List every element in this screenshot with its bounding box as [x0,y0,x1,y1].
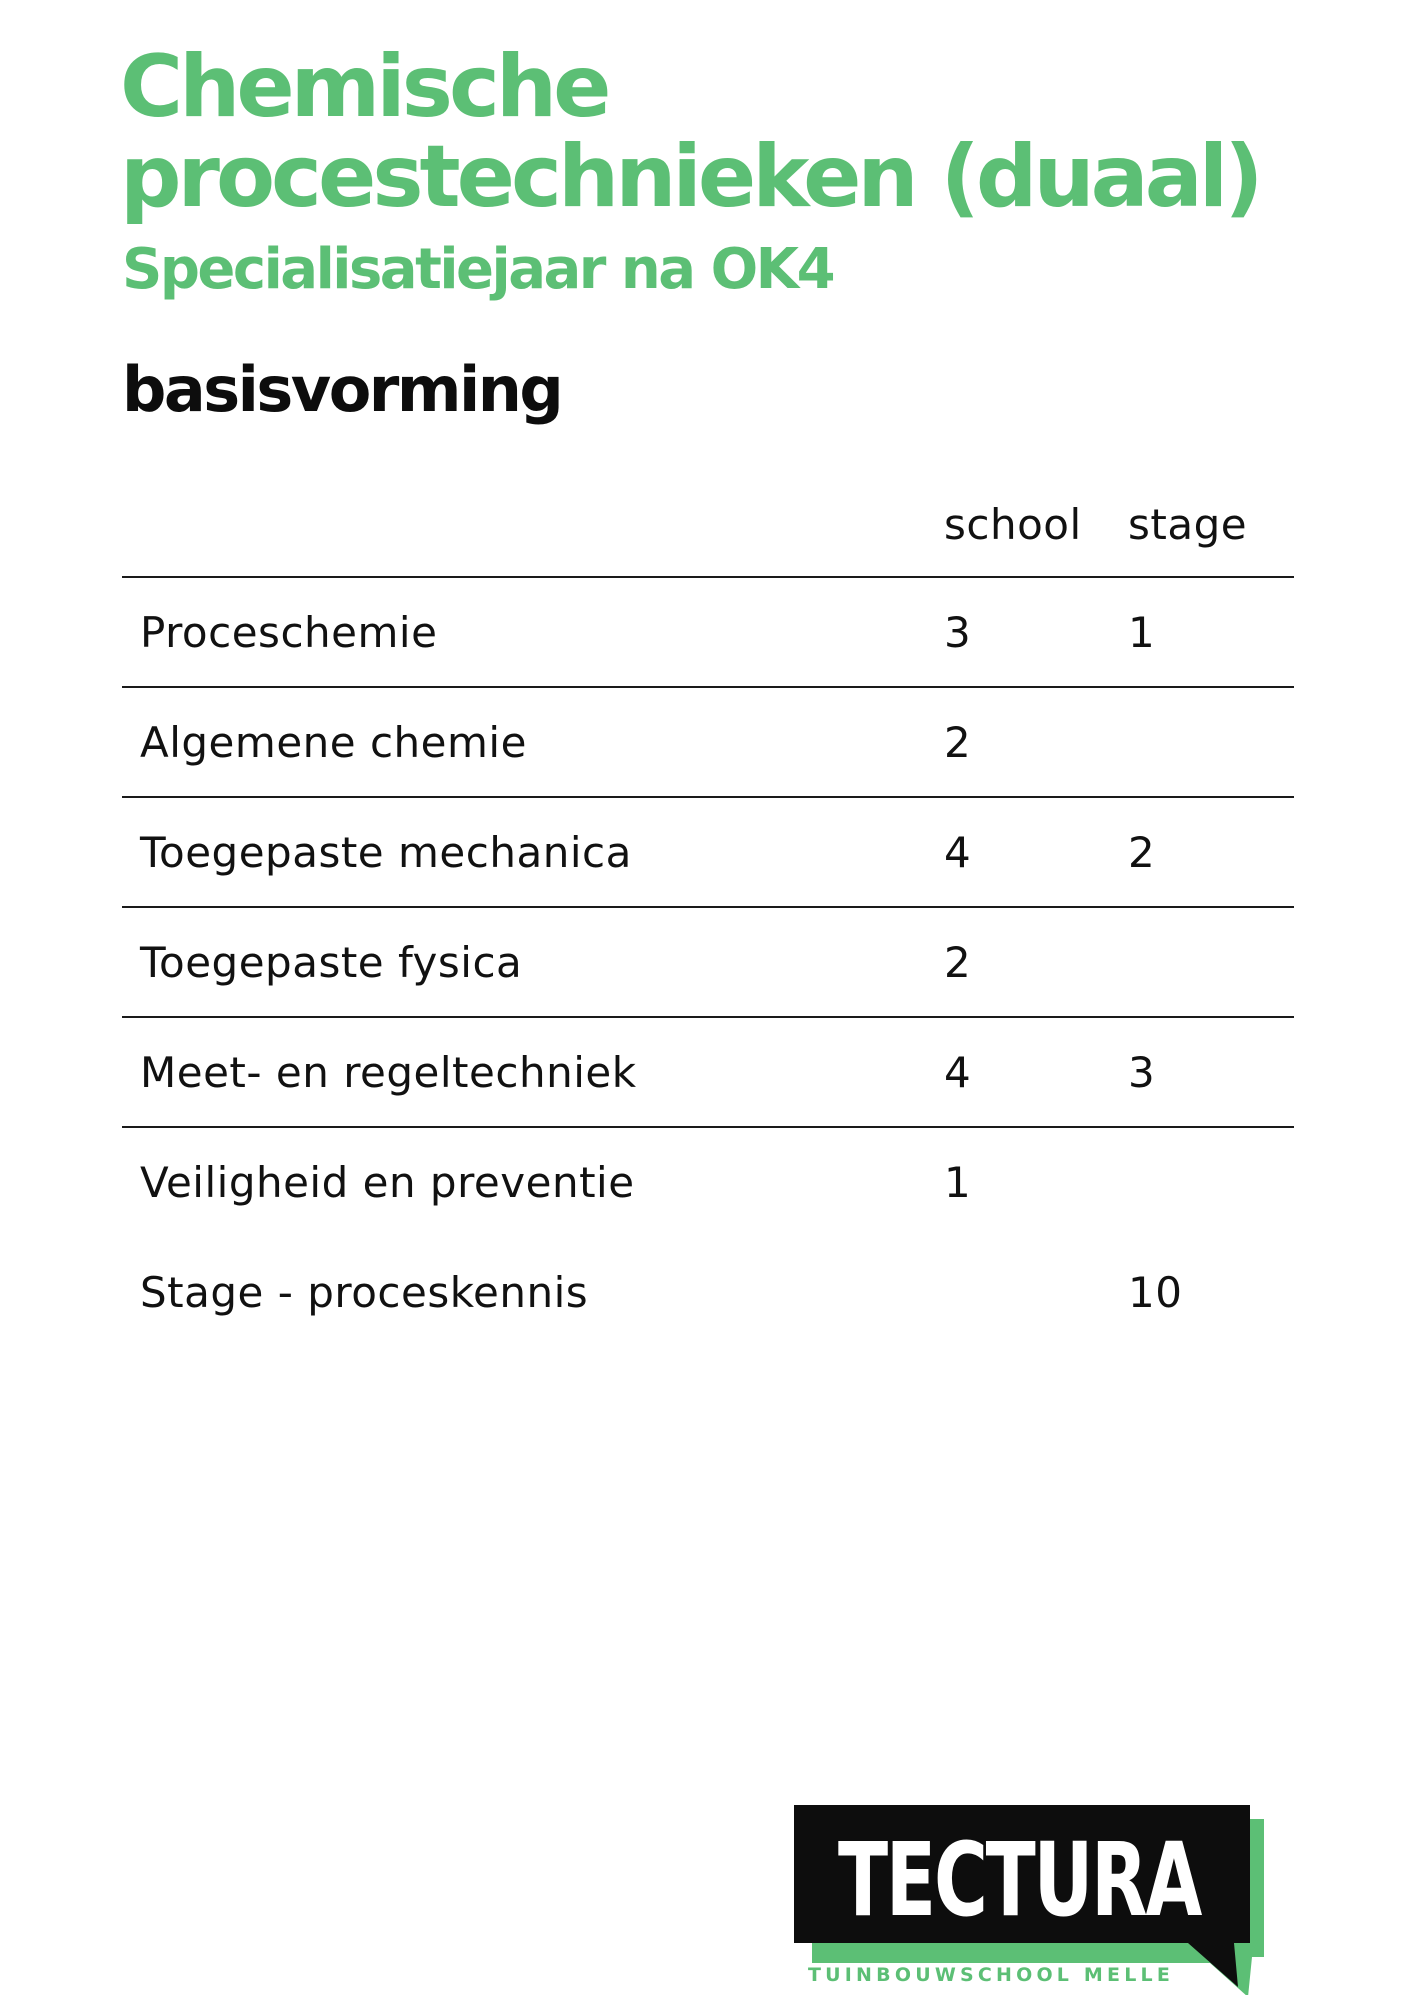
logo-tagline: TUINBOUWSCHOOL MELLE [808,1964,1175,1986]
section-heading: basisvorming [122,353,562,426]
subject-name: Toegepaste mechanica [140,828,632,877]
school-hours: 1 [944,1158,972,1207]
school-hours: 4 [944,828,972,877]
table-row [122,798,1294,908]
logo-wordmark: TECTURA [838,1821,1201,1940]
stage-hours: 2 [1128,828,1156,877]
subject-name: Meet- en regeltechniek [140,1048,637,1097]
subject-name: Veiligheid en preventie [140,1158,635,1207]
table-row [122,1018,1294,1128]
subject-name: Proceschemie [140,608,438,657]
table-row [122,1238,1294,1348]
school-hours: 3 [944,608,972,657]
table-header-row [122,490,1294,578]
tectura-logo [790,1805,1270,1995]
stage-hours: 10 [1128,1268,1183,1317]
subject-name: Toegepaste fysica [140,938,523,987]
school-hours: 4 [944,1048,972,1097]
subjects-table [122,490,1294,1348]
table-row [122,688,1294,798]
stage-hours: 1 [1128,608,1156,657]
table-row [122,578,1294,688]
table-row [122,1128,1294,1238]
school-hours: 2 [944,938,972,987]
column-header-stage: stage [1128,500,1248,549]
page-subtitle: Specialisatiejaar na OK4 [122,237,834,302]
stage-hours: 3 [1128,1048,1156,1097]
page-title: Chemische procestechnieken (duaal) [120,37,1260,227]
column-header-school: school [944,500,1082,549]
subject-name: Algemene chemie [140,718,527,767]
school-hours: 2 [944,718,972,767]
table-row [122,908,1294,1018]
subject-name: Stage - proceskennis [140,1268,589,1317]
